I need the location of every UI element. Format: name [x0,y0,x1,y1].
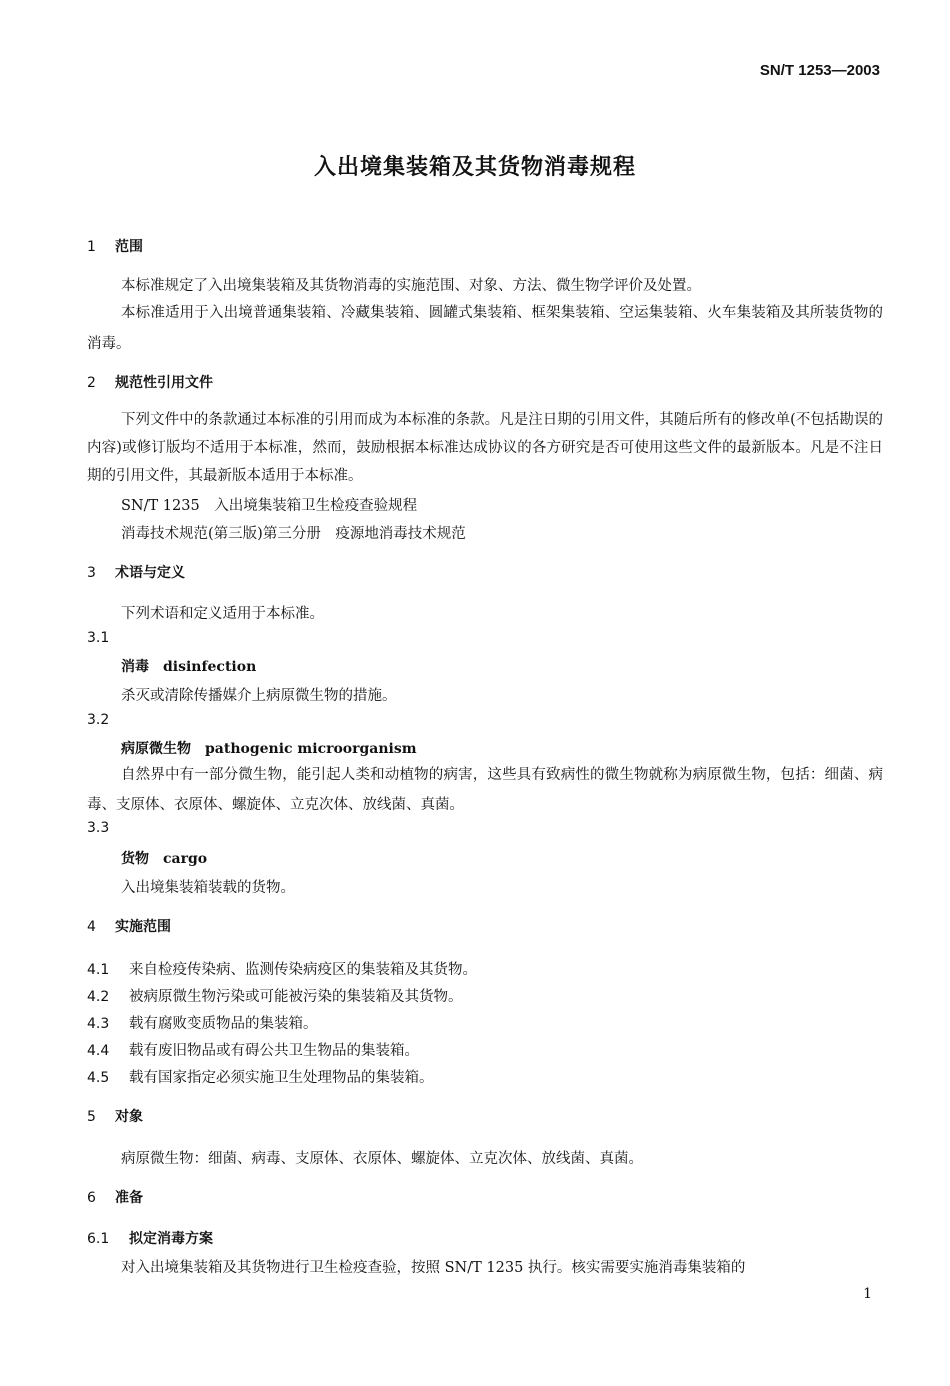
standard-number: SN/T 1253—2003 [759,62,880,79]
term-zh: 货物 [121,851,149,867]
term-1-definition: 杀灭或清除传播媒介上病原微生物的措施。 [121,688,397,704]
section-number: 5 [87,1109,96,1125]
section-title: 范围 [115,239,143,255]
subsection-6-1-heading [87,1228,213,1248]
item-number: 4.1 [87,962,110,978]
section-1-paragraph-1: 本标准规定了入出境集装箱及其货物消毒的实施范围、对象、方法、微生物学评价及处置。 [121,278,701,294]
section-title: 准备 [115,1190,143,1206]
list-item [87,1039,419,1060]
term-2-name [121,738,417,758]
list-item [87,1012,318,1033]
section-number: 1 [87,239,96,255]
section-number: 4 [87,919,96,935]
term-2-definition: 自然界中有一部分微生物，能引起人类和动植物的病害，这些具有致病性的微生物就称为病原微生物，包括：细菌、病毒、支原体、衣原体、螺旋体、立克次体、放线菌、真菌。 [87,767,883,813]
item-number: 4.5 [87,1070,110,1086]
item-text: 载有腐败变质物品的集装箱。 [129,1016,318,1032]
section-1-heading [87,236,143,256]
section-number: 2 [87,375,96,391]
section-2-paragraph-1: 下列文件中的条款通过本标准的引用而成为本标准的条款。凡是注日期的引用文件，其随后所有的修改单(不包括勘误的内容)或修订版均不适用于本标准，然而，鼓励根据本标准达成协议的各方研究是否可使用这些文件的最新版本。凡是不注日期的引用文件，其最新版本适用于本标准。 [87,412,883,484]
reference-2: 消毒技术规范(第三版)第三分册 疫源地消毒技术规范 [121,526,466,542]
item-number: 4.4 [87,1043,110,1059]
term-3-definition: 入出境集装箱装载的货物。 [121,880,295,896]
term-1-name [121,656,256,676]
section-2-heading [87,372,213,392]
item-text: 被病原微生物污染或可能被污染的集装箱及其货物。 [129,989,463,1005]
item-text: 来自检疫传染病、监测传染病疫区的集装箱及其货物。 [129,962,477,978]
item-number: 4.2 [87,989,110,1005]
section-title: 对象 [115,1109,143,1125]
section-4-heading [87,916,171,936]
section-title: 实施范围 [115,919,171,935]
list-item [87,985,463,1006]
list-item [87,1066,434,1087]
term-2-number: 3.2 [87,712,110,728]
reference-1: SN/T 1235 入出境集装箱卫生检疫查验规程 [121,498,418,514]
section-1-paragraph-2: 本标准适用于入出境普通集装箱、冷藏集装箱、圆罐式集装箱、框架集装箱、空运集装箱、火车集装箱及其所装货物的消毒。 [87,305,883,352]
term-3-number: 3.3 [87,820,110,836]
section-6-heading [87,1187,143,1207]
term-en: pathogenic microorganism [205,741,417,757]
item-text: 载有废旧物品或有碍公共卫生物品的集装箱。 [129,1043,419,1059]
item-text: 载有国家指定必须实施卫生处理物品的集装箱。 [129,1070,434,1086]
subsection-title: 拟定消毒方案 [129,1231,213,1247]
section-3-heading [87,562,185,582]
section-number: 6 [87,1190,96,1206]
term-zh: 消毒 [121,659,149,675]
term-en: disinfection [163,659,257,675]
section-3-paragraph-1: 下列术语和定义适用于本标准。 [121,606,324,622]
page-number: 1 [863,1286,872,1302]
section-title: 规范性引用文件 [115,375,213,391]
section-title: 术语与定义 [115,565,185,581]
term-en: cargo [163,851,208,867]
term-3-name [121,848,207,868]
list-item [87,958,477,979]
section-number: 3 [87,565,96,581]
section-5-paragraph-1: 病原微生物：细菌、病毒、支原体、衣原体、螺旋体、立克次体、放线菌、真菌。 [121,1151,643,1167]
subsection-6-1-paragraph-1: 对入出境集装箱及其货物进行卫生检疫查验，按照 SN/T 1235 执行。核实需要实施消毒集装箱的 [121,1260,746,1276]
item-number: 4.3 [87,1016,110,1032]
subsection-number: 6.1 [87,1231,110,1247]
section-5-heading [87,1106,143,1126]
term-1-number: 3.1 [87,630,110,646]
document-title: 入出境集装箱及其货物消毒规程 [313,155,636,180]
term-zh: 病原微生物 [121,741,191,757]
